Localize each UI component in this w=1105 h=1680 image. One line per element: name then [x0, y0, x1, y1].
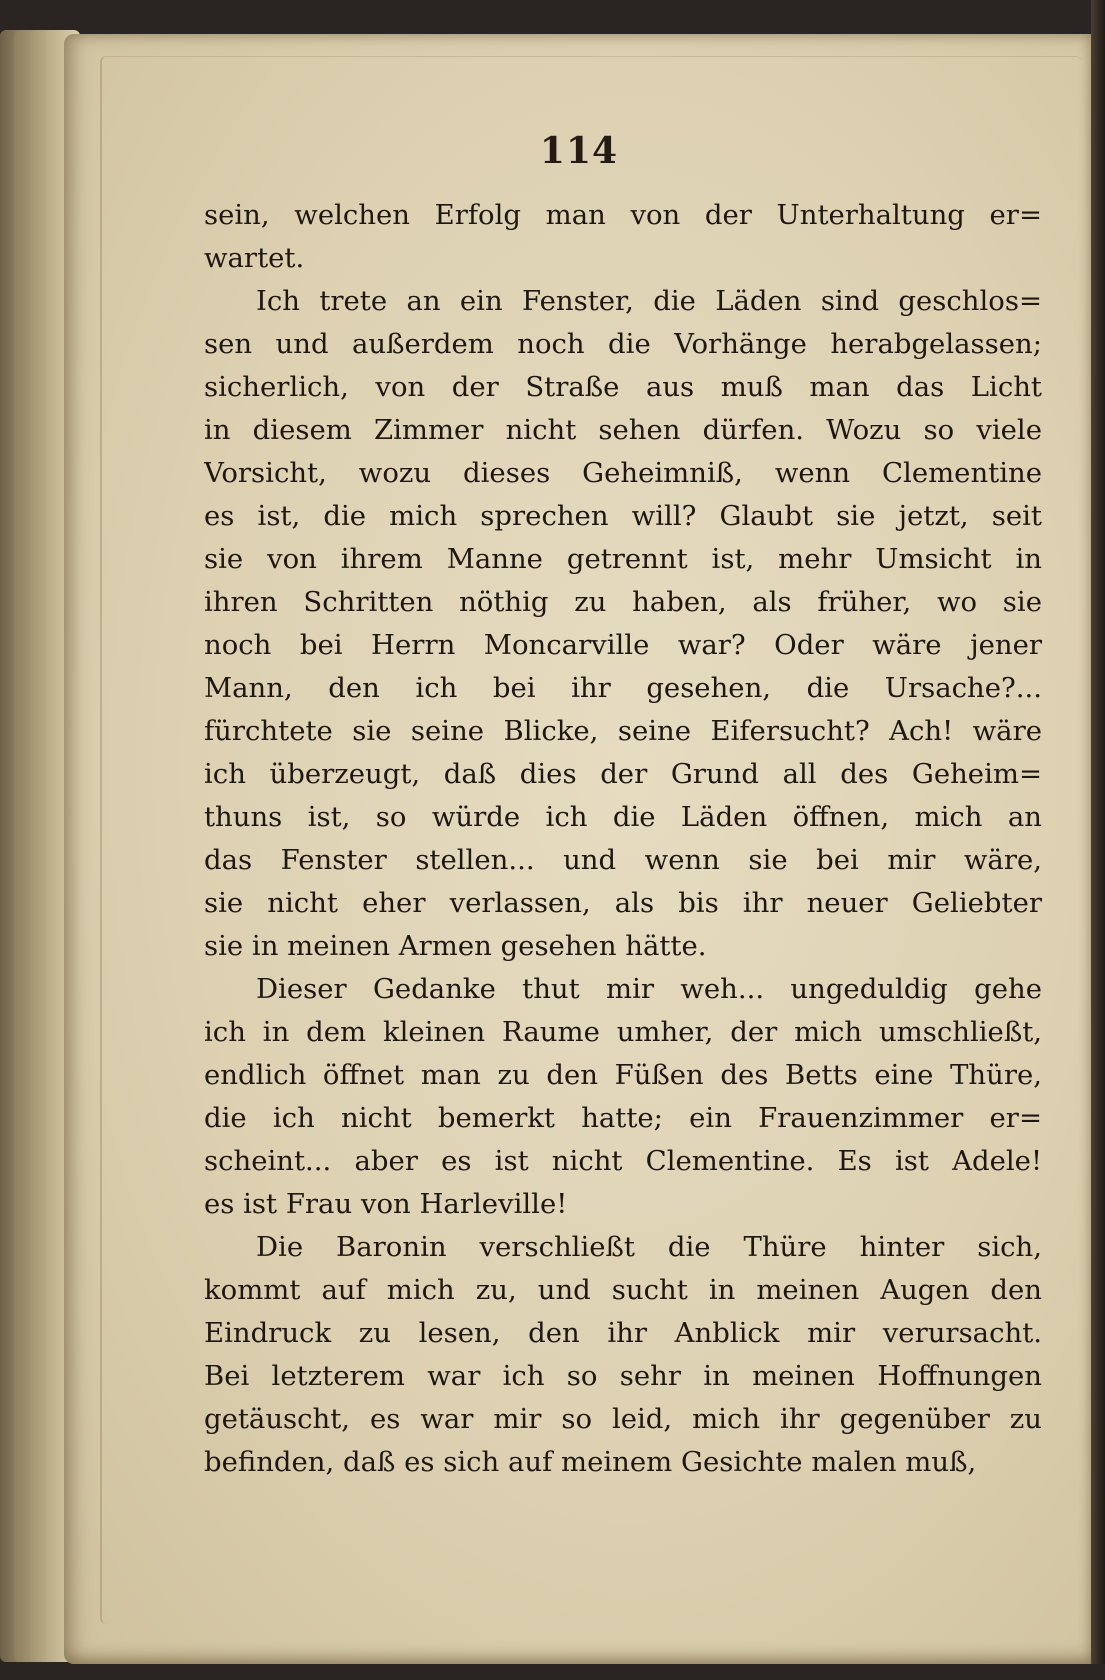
- text-line: fürchtete sie seine Blicke, seine Eifersucht? Ach! wäre: [204, 715, 1042, 747]
- text-line: Eindruck zu lesen, den ihr Anblick mir verursacht.: [204, 1317, 1042, 1349]
- book-cover-edge: [1091, 0, 1105, 1680]
- paragraph: [204, 280, 1042, 968]
- text-line: ihren Schritten nöthig zu haben, als früher, wo sie: [204, 586, 1042, 618]
- text-line: sie in meinen Armen gesehen hätte.: [204, 930, 707, 962]
- text-line: Dieser Gedanke thut mir weh... ungeduldig gehe: [256, 973, 1042, 1005]
- text-line: kommt auf mich zu, und sucht in meinen Augen den: [204, 1274, 1042, 1306]
- page-number: 114: [539, 130, 619, 172]
- text-line: sicherlich, von der Straße aus muß man das Licht: [204, 371, 1042, 403]
- text-line: Die Baronin verschließt die Thüre hinter sich,: [256, 1231, 1042, 1263]
- text-line: sie von ihrem Manne getrennt ist, mehr Umsicht in: [204, 543, 1042, 575]
- text-line: Ich trete an ein Fenster, die Läden sind geschlos=: [256, 285, 1042, 317]
- text-line: es ist, die mich sprechen will? Glaubt sie jetzt, seit: [204, 500, 1042, 532]
- text-line: thuns ist, so würde ich die Läden öffnen, mich an: [204, 801, 1042, 833]
- text-line: Mann, den ich bei ihr gesehen, die Ursache?...: [204, 672, 1042, 704]
- text-line: sie nicht eher verlassen, als bis ihr neuer Geliebter: [204, 887, 1042, 919]
- text-line: die ich nicht bemerkt hatte; ein Frauenzimmer er=: [204, 1102, 1042, 1134]
- text-line: wartet.: [204, 242, 305, 274]
- text-line: sen und außerdem noch die Vorhänge herabgelassen;: [204, 328, 1042, 360]
- paragraph: [204, 1226, 1042, 1484]
- text-line: getäuscht, es war mir so leid, mich ihr gegenüber zu: [204, 1403, 1042, 1435]
- text-line: endlich öffnet man zu den Füßen des Betts eine Thüre,: [204, 1059, 1042, 1091]
- text-line: in diesem Zimmer nicht sehen dürfen. Wozu so viele: [204, 414, 1042, 446]
- body-text: [204, 194, 1042, 1484]
- text-line: ich überzeugt, daß dies der Grund all des Geheim=: [204, 758, 1042, 790]
- text-line: noch bei Herrn Moncarville war? Oder wäre jener: [204, 629, 1042, 661]
- text-line: es ist Frau von Harleville!: [204, 1188, 568, 1220]
- text-line: das Fenster stellen... und wenn sie bei mir wäre,: [204, 844, 1042, 876]
- scan-border: [0, 1664, 1105, 1680]
- paragraph: [204, 194, 1042, 280]
- text-line: Vorsicht, wozu dieses Geheimniß, wenn Clementine: [204, 457, 1042, 489]
- text-line: scheint... aber es ist nicht Clementine. Es ist Adele!: [204, 1145, 1042, 1177]
- text-line: befinden, daß es sich auf meinem Gesichte malen muß,: [204, 1446, 977, 1478]
- text-line: Bei letzterem war ich so sehr in meinen Hoffnungen: [204, 1360, 1042, 1392]
- text-line: ich in dem kleinen Raume umher, der mich umschließt,: [204, 1016, 1042, 1048]
- paragraph: [204, 968, 1042, 1226]
- text-line: sein, welchen Erfolg man von der Unterhaltung er=: [204, 199, 1042, 231]
